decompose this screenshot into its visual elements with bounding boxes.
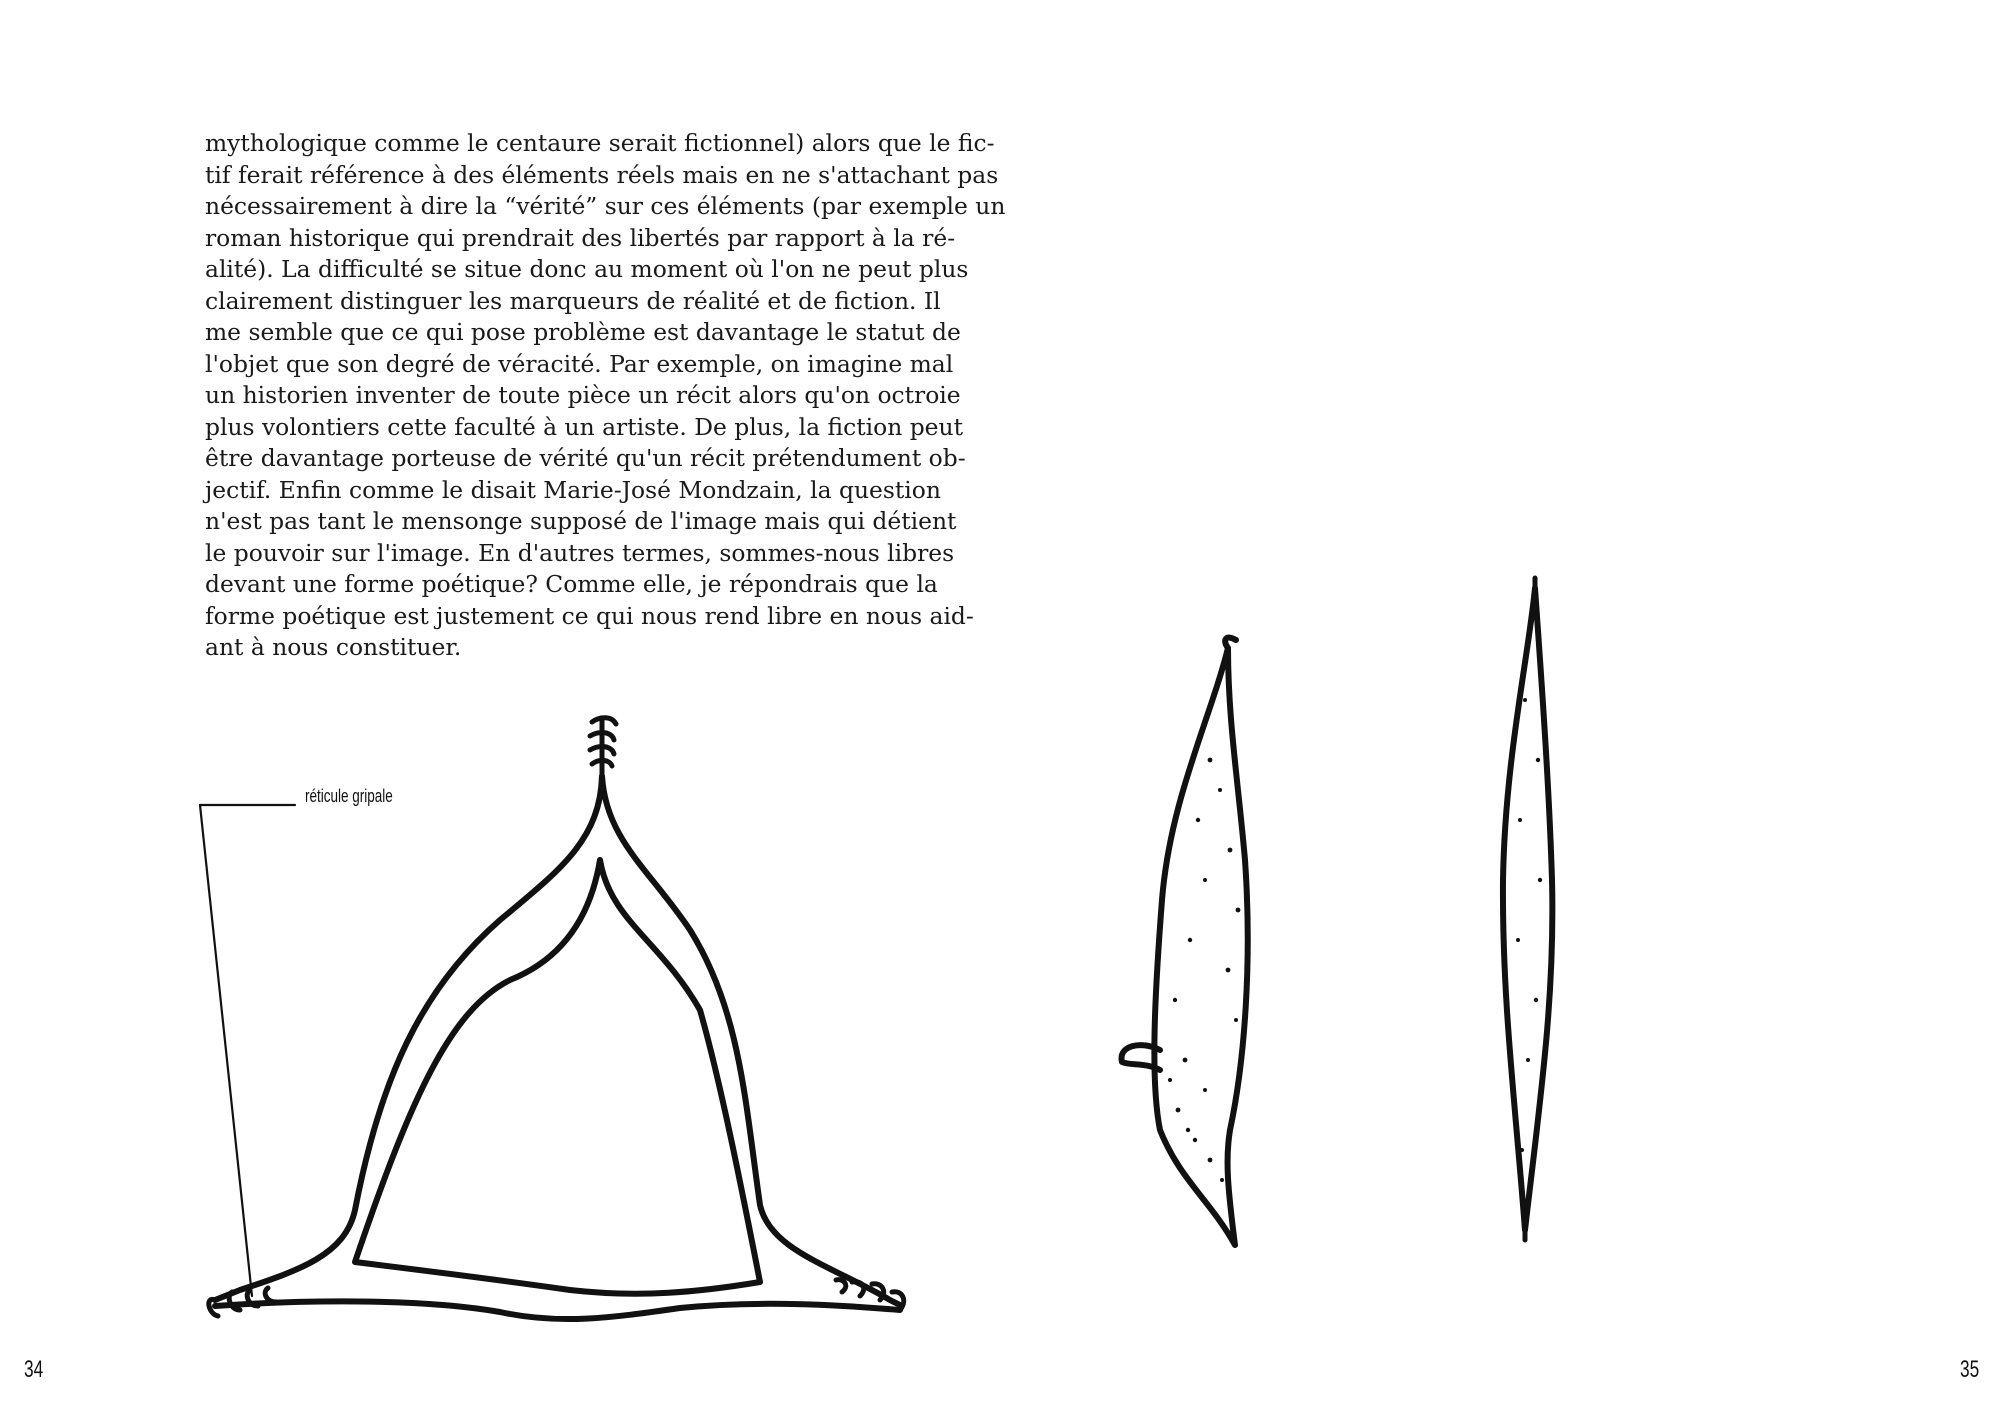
- paragraph-line: n'est pas tant le mensonge supposé de l'image mais qui détient: [205, 507, 957, 535]
- paragraph-line: roman historique qui prendrait des libertés par rapport à la ré-: [205, 223, 956, 252]
- paragraph-line: tif ferait référence à des éléments réels mais en ne s'attachant pas: [205, 160, 999, 189]
- paragraph-line: être davantage porteuse de vérité qu'un récit prétendument ob-: [205, 444, 966, 472]
- paragraph-line: forme poétique est justement ce qui nous rend libre en nous aid-: [205, 601, 974, 630]
- paragraph-line: le pouvoir sur l'image. En d'autres termes, sommes-nous libres: [205, 538, 955, 567]
- paragraph-line: devant une forme poétique? Comme elle, je répondrais que la: [205, 570, 938, 598]
- paragraph-line: clairement distinguer les marqueurs de réalité et de fiction. Il: [205, 286, 941, 315]
- paragraph-line: jectif. Enfin comme le disait Marie-José Mondzain, la question: [205, 475, 941, 504]
- triangle-drawing-icon: [200, 718, 904, 1319]
- page-number-right: 35: [1960, 1356, 1980, 1383]
- paragraph-line: alité). La difficulté se situe donc au moment où l'on ne peut plus: [205, 255, 969, 283]
- paragraph-line: un historien inventer de toute pièce un récit alors qu'on octroie: [205, 381, 961, 409]
- paragraph-line: nécessairement à dire la “vérité” sur ces éléments (par exemple un: [205, 192, 1006, 220]
- paragraph-line: ant à nous constituer.: [205, 633, 462, 661]
- paragraph-line: mythologique comme le centaure serait fictionnel) alors que le fic-: [205, 129, 995, 157]
- spindle-drawings-icon: [1122, 578, 1553, 1245]
- paragraph-line: plus volontiers cette faculté à un artiste. De plus, la fiction peut: [205, 412, 963, 441]
- paragraph-line: l'objet que son degré de véracité. Par exemple, on imagine mal: [205, 349, 954, 378]
- figure-label: réticule gripale: [305, 786, 393, 806]
- page-number-left: 34: [24, 1356, 44, 1383]
- paragraph-line: me semble que ce qui pose problème est davantage le statut de: [205, 318, 961, 346]
